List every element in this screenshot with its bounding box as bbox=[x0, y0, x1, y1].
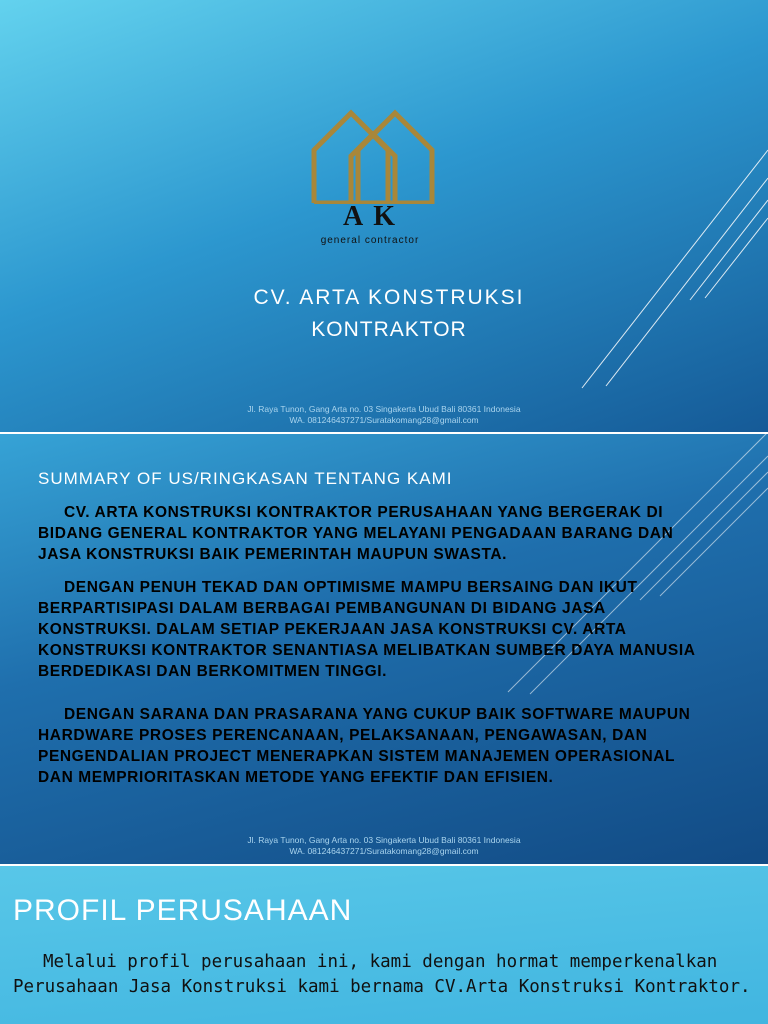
profile-paragraph bbox=[13, 950, 753, 1000]
title-slide bbox=[0, 0, 768, 432]
summary-paragraph bbox=[38, 577, 698, 682]
summary-paragraph bbox=[38, 704, 698, 788]
summary-heading: SUMMARY OF US/RINGKASAN TENTANG KAMI bbox=[38, 469, 453, 488]
footer-address bbox=[0, 404, 768, 426]
profile-paragraph-text: Melalui profil perusahaan ini, kami dengan hormat memperkenalkan Perusahaan Jasa Konstruksi kami bernama CV.Arta Konstruksi Kontraktor. bbox=[13, 952, 751, 997]
footer-contact-line: WA. 081246437271/Suratakomang28@gmail.com bbox=[289, 415, 479, 425]
footer-address bbox=[0, 835, 768, 857]
summary-paragraph-text: DENGAN SARANA DAN PRASARANA YANG CUKUP BAIK SOFTWARE MAUPUN HARDWARE PROSES PERENCANAAN, PELAKSANAAN, PENGAWASAN, DAN PENGENDALIAN PROJECT MENERAPKAN SISTEM MANAJEMEN OPERASIONAL DAN MEMPRIORITASKAN METODE YANG EFEKTIF DAN EFISIEN. bbox=[38, 706, 691, 786]
footer-address-line: Jl. Raya Tunon, Gang Arta no. 03 Singakerta Ubud Bali 80361 Indonesia bbox=[247, 835, 521, 845]
profile-heading: PROFIL PERUSAHAAN bbox=[13, 894, 353, 927]
summary-paragraph-text: DENGAN PENUH TEKAD DAN OPTIMISME MAMPU BERSAING DAN IKUT BERPARTISIPASI DALAM BERBAGAI PEMBANGUNAN DI BIDANG JASA KONSTRUKSI. DALAM SETIAP PEKERJAAN JASA KONSTRUKSI CV. ARTA KONSTRUKSI KONTRAKTOR SENANTIASA MELIBATKAN SUMBER DAYA MANUSIA BERDEDIKASI DAN BERKOMITMEN TINGGI. bbox=[38, 579, 695, 680]
logo-subtitle: general contractor bbox=[320, 235, 420, 246]
summary-slide bbox=[0, 434, 768, 864]
company-type: KONTRAKTOR bbox=[311, 318, 467, 341]
logo-letters: AK bbox=[343, 201, 405, 232]
company-name: CV. ARTA KONSTRUKSI bbox=[253, 286, 525, 309]
profile-slide bbox=[0, 866, 768, 1024]
house-logo-icon bbox=[311, 108, 435, 204]
footer-contact-line: WA. 081246437271/Suratakomang28@gmail.com bbox=[289, 846, 479, 856]
summary-paragraph bbox=[38, 502, 698, 565]
summary-paragraph-text: CV. ARTA KONSTRUKSI KONTRAKTOR PERUSAHAAN YANG BERGERAK DI BIDANG GENERAL KONTRAKTOR YANG MELAYANI PENGADAAN BARANG DAN JASA KONSTRUKSI BAIK PEMERINTAH MAUPUN SWASTA. bbox=[38, 504, 674, 563]
footer-address-line: Jl. Raya Tunon, Gang Arta no. 03 Singakerta Ubud Bali 80361 Indonesia bbox=[247, 404, 521, 414]
